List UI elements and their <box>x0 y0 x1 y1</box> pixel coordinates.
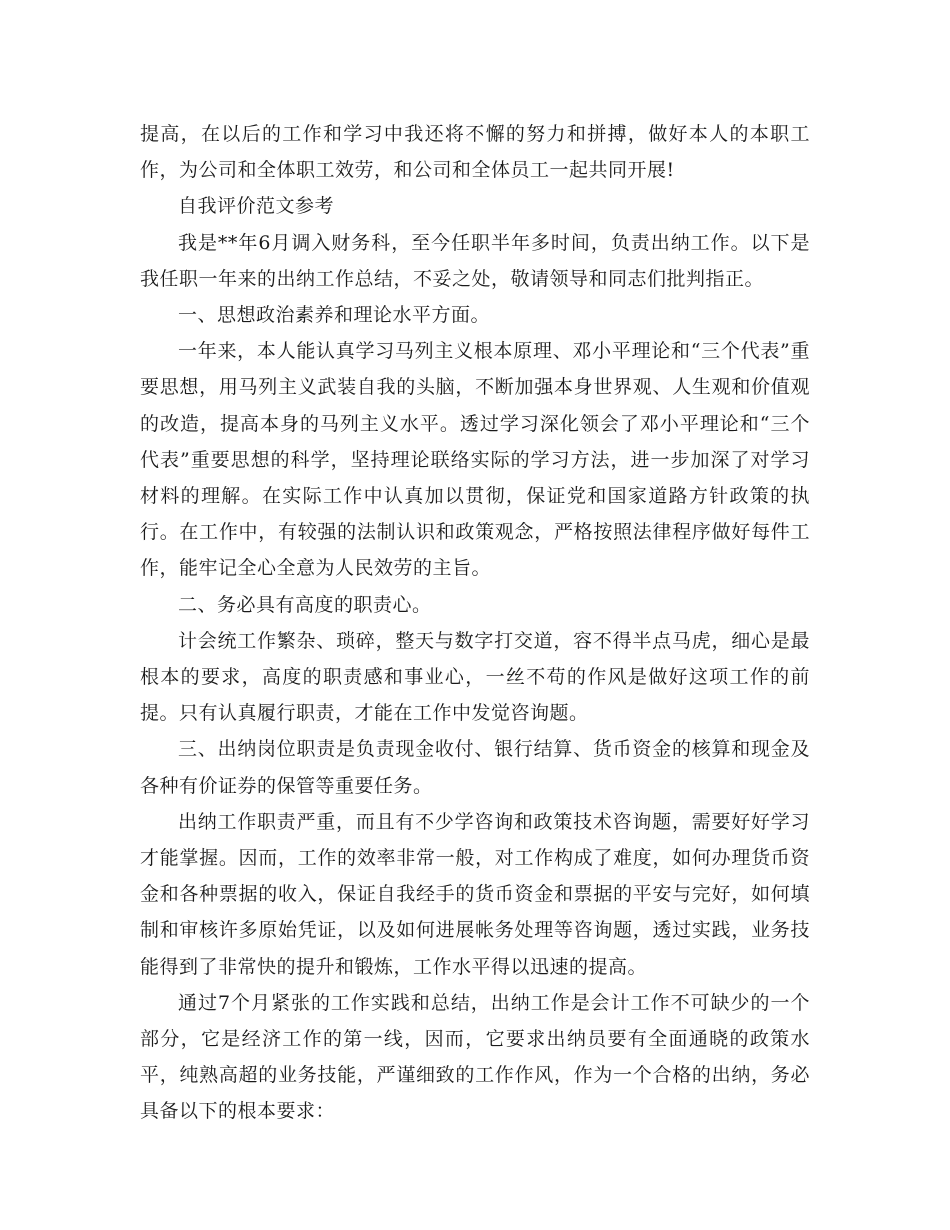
paragraph-cashier-duties: 出纳工作职责严重，而且有不少学咨询和政策技术咨询题，需要好好学习才能掌握。因而，工作的效率非常一般，对工作构成了难度，如何办理货币资金和各种票据的收入，保证自我经手的货币资金和票据的平安与完好，如何填制和审核许多原始凭证，以及如何进展帐务处理等咨询题，透过实践，业务技能得到了非常快的提升和锻炼，工作水平得以迅速的提高。 <box>140 810 810 978</box>
section-heading-cashier-duties: 三、出纳岗位职责是负责现金收付、银行结算、货币资金的核算和现金及各种有价证券的保管等重要任务。 <box>140 738 810 797</box>
paragraph-intro: 我是**年6月调入财务科，至今任职半年多时间，负责出纳工作。以下是我任职一年来的出纳工作总结，不妥之处，敬请领导和同志们批判指正。 <box>140 231 810 290</box>
paragraph-summary: 通过7个月紧张的工作实践和总结，出纳工作是会计工作不可缺少的一个部分，它是经济工作的第一线，因而，它要求出纳员要有全面通晓的政策水平，纯熟高超的业务技能，严谨细致的工作作风，作为一个合格的出纳，务必具备以下的根本要求： <box>140 991 810 1123</box>
paragraph-political: 一年来，本人能认真学习马列主义根本原理、邓小平理论和“三个代表”重要思想，用马列主义武装自我的头脑，不断加强本身世界观、人生观和价值观的改造，提高本身的马列主义水平。透过学习深化领会了邓小平理论和“三个代表”重要思想的科学，坚持理论联络实际的学习方法，进一步加深了对学习材料的理解。在实际工作中认真加以贯彻，保证党和国家道路方针政策的执行。在工作中，有较强的法制认识和政策观念，严格按照法律程序做好每件工作，能牢记全心全意为人民效劳的主旨。 <box>140 340 810 580</box>
document-body <box>140 116 810 1130</box>
section-heading-responsibility: 二、务必具有高度的职责心。 <box>178 593 432 616</box>
paragraph-continuation: 提高，在以后的工作和学习中我还将不懈的努力和拼搏，做好本人的本职工作，为公司和全体职工效劳，和公司和全体员工一起共同开展! <box>140 123 810 182</box>
paragraph-responsibility: 计会统工作繁杂、琐碎，整天与数字打交道，容不得半点马虎，细心是最根本的要求，高度的职责感和事业心，一丝不苟的作风是做好这项工作的前提。只有认真履行职责，才能在工作中发觉咨询题。 <box>140 629 810 725</box>
section-heading-political: 一、思想政治素养和理论水平方面。 <box>178 304 491 327</box>
section-heading-self-evaluation: 自我评价范文参考 <box>178 195 335 218</box>
